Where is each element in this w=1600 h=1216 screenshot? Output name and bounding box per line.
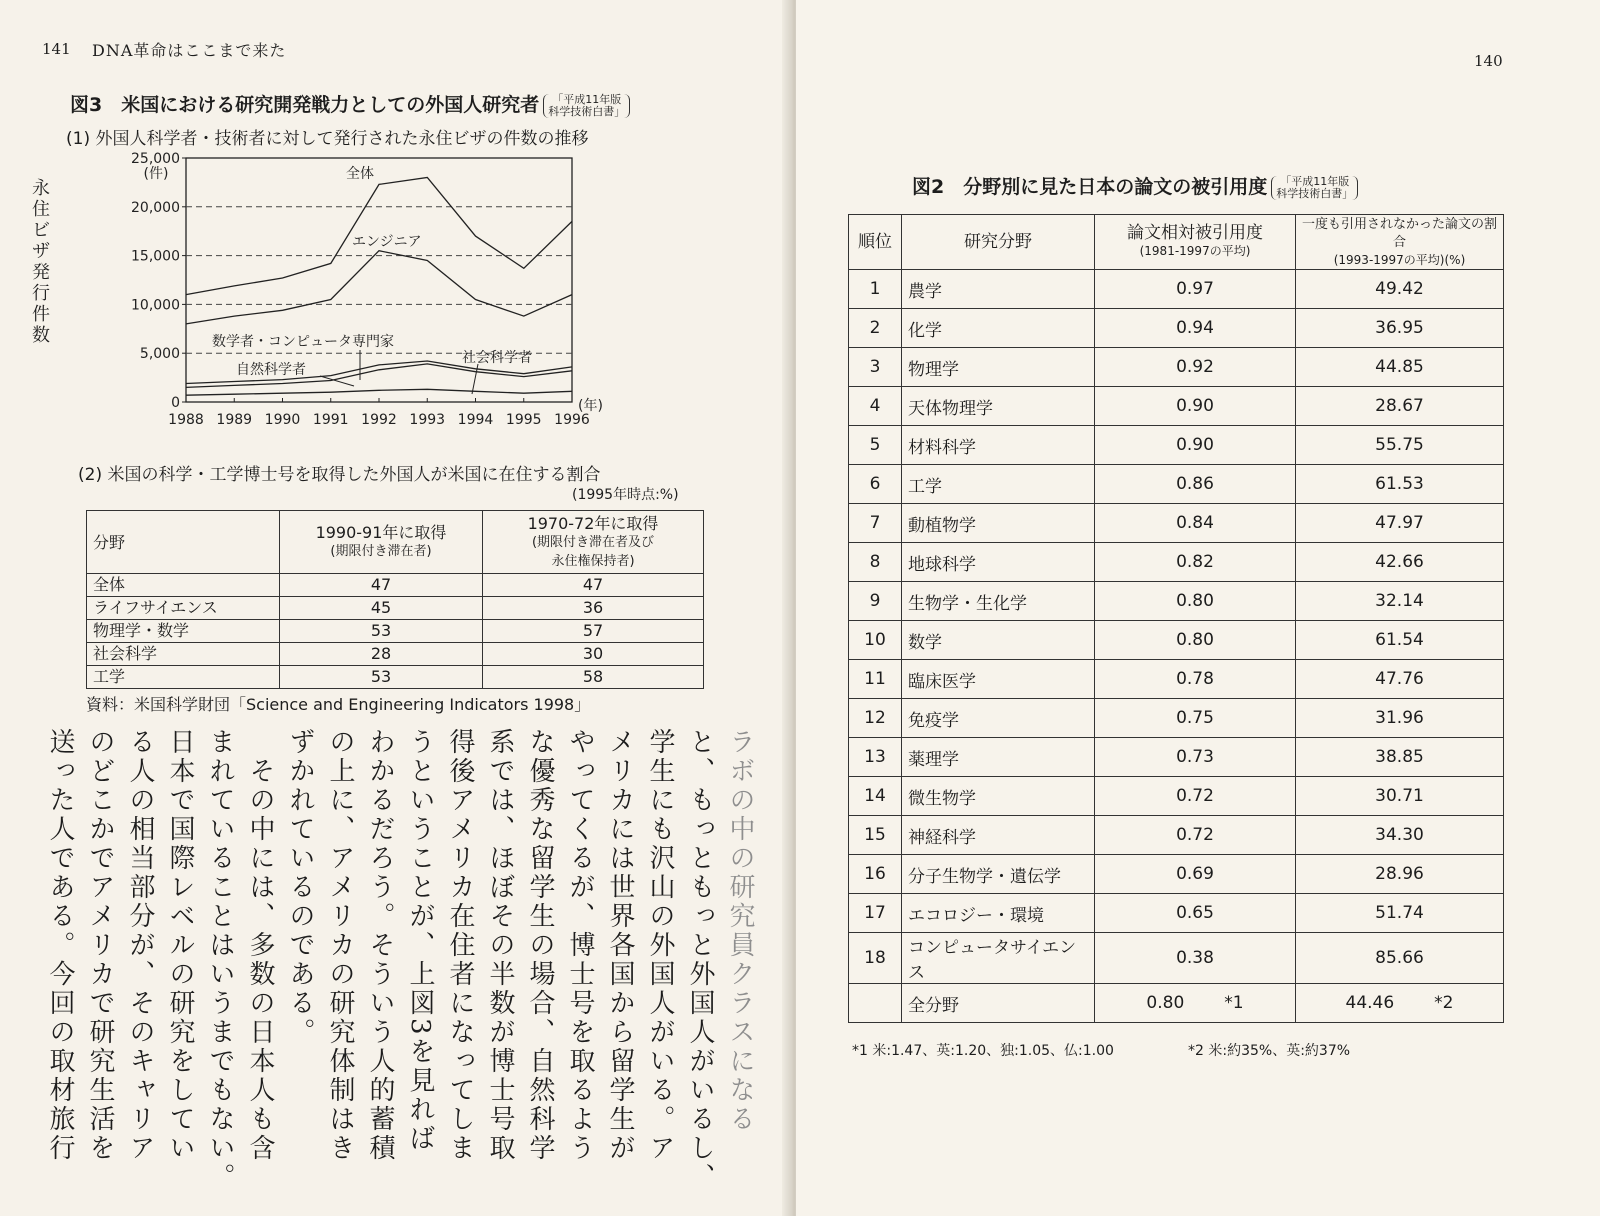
x-tick-label: 1995	[505, 412, 542, 428]
body-text-column: その中には、多数の日本人も含	[245, 728, 275, 1163]
rank-cell: 6	[849, 465, 902, 504]
citation-row	[849, 543, 1504, 582]
figure2-title	[912, 172, 1358, 200]
y-tick-label: 20,000	[131, 199, 180, 216]
figure2-source-note-line2: 科学技術白書」	[1276, 186, 1354, 200]
relative-citation-cell: 0.78	[1095, 660, 1296, 699]
relative-citation-cell: 0.84	[1095, 504, 1296, 543]
body-text-column: まれていることはいうまでもない。	[205, 728, 235, 1192]
relative-citation-cell: 0.80	[1095, 582, 1296, 621]
header-relative-citation	[1095, 215, 1296, 270]
field-cell: 生物学・生化学	[902, 582, 1095, 621]
body-text-column: 系では、ほぼその半数が博士号取	[485, 728, 515, 1163]
citation-row	[849, 855, 1504, 894]
field-cell: 化学	[902, 309, 1095, 348]
x-tick-label: 1992	[361, 412, 397, 428]
never-cited-cell: 31.96	[1296, 699, 1504, 738]
never-cited-cell: 61.54	[1296, 621, 1504, 660]
x-tick-label: 1993	[409, 412, 446, 428]
field-cell: コンピュータサイエンス	[902, 933, 1095, 984]
figure3-title	[70, 90, 630, 118]
body-text	[20, 728, 760, 1208]
relative-citation-cell: 0.69	[1095, 855, 1296, 894]
y-axis-label-char: ザ	[32, 241, 50, 262]
phd-1990-cell: 53	[280, 666, 483, 689]
phd-field-cell: 工学	[87, 666, 280, 689]
citation-row	[849, 309, 1504, 348]
relative-citation-cell: 0.97	[1095, 270, 1296, 309]
y-axis-label-char: ビ	[32, 220, 50, 241]
rank-cell: 11	[849, 660, 902, 699]
visa-line-chart	[60, 150, 660, 450]
rank-cell: 10	[849, 621, 902, 660]
footnote-2: *2 米:約35%、英:約37%	[1188, 1043, 1351, 1059]
rank-cell: 3	[849, 348, 902, 387]
phd-header-field: 分野	[87, 511, 280, 574]
phd-header-1990	[280, 511, 483, 574]
citation-row	[849, 504, 1504, 543]
phd-1970-cell: 30	[483, 643, 704, 666]
body-text-column: やってくるが、博士号を取るよう	[565, 728, 595, 1163]
never-cited-cell: 47.97	[1296, 504, 1504, 543]
left-page	[0, 0, 790, 1216]
citation-row	[849, 894, 1504, 933]
page-number-left: 141	[42, 40, 71, 58]
body-text-column: わかるだろう。そういう人的蓄積	[365, 728, 395, 1163]
citation-row	[849, 270, 1504, 309]
citation-table	[848, 214, 1504, 1023]
total-rank-cell	[849, 984, 902, 1023]
header-rank: 順位	[849, 215, 902, 270]
relative-citation-cell: 0.86	[1095, 465, 1296, 504]
field-cell: エコロジー・環境	[902, 894, 1095, 933]
relative-citation-cell: 0.94	[1095, 309, 1296, 348]
rank-cell: 4	[849, 387, 902, 426]
field-cell: 臨床医学	[902, 660, 1095, 699]
citation-header-row	[849, 215, 1504, 270]
citation-table-body	[849, 270, 1504, 1023]
field-cell: 薬理学	[902, 738, 1095, 777]
x-tick-label: 1989	[216, 412, 253, 428]
header-relative-citation-main: 論文相対被引用度	[1127, 222, 1263, 243]
relative-citation-cell: 0.65	[1095, 894, 1296, 933]
field-cell: 物理学	[902, 348, 1095, 387]
figure2-title-text: 図2 分野別に見た日本の論文の被引用度	[912, 176, 1268, 198]
series-annotation: 全体	[346, 166, 374, 182]
never-cited-cell: 55.75	[1296, 426, 1504, 465]
header-relative-citation-sub: (1981-1997の平均)	[1139, 243, 1251, 258]
rank-cell: 12	[849, 699, 902, 738]
never-cited-cell: 85.66	[1296, 933, 1504, 984]
total-never-cell	[1296, 984, 1504, 1023]
series-annotation: エンジニア	[352, 234, 422, 250]
relative-citation-cell: 0.72	[1095, 777, 1296, 816]
phd-1990-cell: 28	[280, 643, 483, 666]
field-cell: 数学	[902, 621, 1095, 660]
never-cited-cell: 61.53	[1296, 465, 1504, 504]
never-cited-cell: 44.85	[1296, 348, 1504, 387]
body-text-column: ラボの中の研究員クラスになる	[725, 728, 755, 1134]
never-cited-cell: 28.67	[1296, 387, 1504, 426]
citation-row	[849, 933, 1504, 984]
citation-row	[849, 582, 1504, 621]
y-axis-label-char: 発	[32, 262, 50, 283]
y-tick-label: 10,000	[131, 297, 180, 314]
body-text-column: 送った人である。今回の取材旅行	[45, 728, 75, 1163]
x-tick-label: 1996	[554, 412, 590, 428]
total-relative-value: 0.80	[1146, 993, 1185, 1013]
rank-cell: 14	[849, 777, 902, 816]
field-cell: 分子生物学・遺伝学	[902, 855, 1095, 894]
rank-cell: 5	[849, 426, 902, 465]
figure3-subheading-2-note: (1995年時点:%)	[572, 487, 679, 503]
y-axis-label-char: 行	[32, 283, 50, 304]
relative-citation-cell: 0.75	[1095, 699, 1296, 738]
figure3-subheading-1: (1) 外国人科学者・技術者に対して発行された永住ビザの件数の推移	[66, 129, 589, 149]
rank-cell: 1	[849, 270, 902, 309]
body-text-column: と、もっともっと外国人がいるし、	[685, 728, 715, 1192]
x-tick-label: 1991	[312, 412, 349, 428]
phd-field-cell: 社会科学	[87, 643, 280, 666]
field-cell: 微生物学	[902, 777, 1095, 816]
total-never-value: 44.46	[1345, 993, 1395, 1013]
phd-1970-cell: 58	[483, 666, 704, 689]
relative-citation-cell: 0.73	[1095, 738, 1296, 777]
relative-citation-cell: 0.90	[1095, 387, 1296, 426]
running-head: DNA革命はここまで来た	[92, 41, 287, 60]
rank-cell: 13	[849, 738, 902, 777]
never-cited-cell: 51.74	[1296, 894, 1504, 933]
phd-header-1990-line2: (期限付き滞在者)	[330, 544, 432, 559]
field-cell: 地球科学	[902, 543, 1095, 582]
phd-1990-cell: 53	[280, 620, 483, 643]
citation-row	[849, 426, 1504, 465]
header-never-cited-sub: (1993-1997の平均)(%)	[1333, 253, 1466, 267]
x-tick-label: 1994	[457, 412, 494, 428]
phd-table-header-row	[87, 511, 704, 574]
never-cited-cell: 28.96	[1296, 855, 1504, 894]
rank-cell: 8	[849, 543, 902, 582]
citation-row	[849, 816, 1504, 855]
total-relative-cell	[1095, 984, 1296, 1023]
citation-row	[849, 465, 1504, 504]
citation-row	[849, 348, 1504, 387]
figure3-source: 資料：米国科学財団「Science and Engineering Indicators 1998」	[86, 695, 591, 714]
figure3-source-note	[543, 94, 630, 118]
phd-1970-cell: 36	[483, 597, 704, 620]
relative-citation-cell: 0.90	[1095, 426, 1296, 465]
rank-cell: 17	[849, 894, 902, 933]
page-number-right: 140	[1474, 52, 1503, 70]
rank-cell: 18	[849, 933, 902, 984]
total-field-cell: 全分野	[902, 984, 1095, 1023]
phd-table-row	[87, 643, 704, 666]
y-tick-label: 25,000	[131, 151, 180, 167]
phd-1970-cell: 47	[483, 574, 704, 597]
x-tick-label: 1988	[168, 412, 204, 428]
field-cell: 神経科学	[902, 816, 1095, 855]
y-tick-label: 15,000	[131, 248, 180, 265]
citation-row	[849, 738, 1504, 777]
figure3-source-note-line2: 科学技術白書」	[548, 104, 626, 118]
never-cited-cell: 42.66	[1296, 543, 1504, 582]
phd-1970-cell: 57	[483, 620, 704, 643]
body-text-column: 日本で国際レベルの研究をしてい	[165, 728, 195, 1163]
x-unit-label: (年)	[578, 398, 603, 414]
header-never-cited	[1296, 215, 1504, 270]
figure2-source-note	[1271, 176, 1358, 200]
never-cited-cell: 49.42	[1296, 270, 1504, 309]
body-text-column: 得後アメリカ在住者になってしま	[445, 728, 475, 1163]
footnote-mark-2: *2	[1434, 993, 1454, 1013]
phd-table-row	[87, 620, 704, 643]
phd-header-1970-line1: 1970-72年に取得	[527, 513, 659, 533]
never-cited-cell: 32.14	[1296, 582, 1504, 621]
phd-residency-table	[86, 510, 704, 689]
relative-citation-cell: 0.72	[1095, 816, 1296, 855]
figure3-subheading-2: (2) 米国の科学・工学博士号を取得した外国人が米国に在住する割合	[78, 465, 601, 485]
body-text-column: 学生にも沢山の外国人がいる。ア	[645, 728, 675, 1163]
relative-citation-cell: 0.82	[1095, 543, 1296, 582]
phd-header-1990-line1: 1990-91年に取得	[315, 523, 447, 542]
body-text-column: メリカには世界各国から留学生が	[605, 728, 635, 1163]
phd-1990-cell: 45	[280, 597, 483, 620]
x-tick-label: 1990	[264, 412, 301, 428]
never-cited-cell: 30.71	[1296, 777, 1504, 816]
y-axis-label-char: 数	[32, 325, 50, 346]
citation-row	[849, 777, 1504, 816]
y-axis-label-char: 住	[32, 199, 50, 220]
field-cell: 免疫学	[902, 699, 1095, 738]
rank-cell: 15	[849, 816, 902, 855]
figure2-source-note-line1: 「平成11年版	[1280, 174, 1350, 188]
citation-row	[849, 699, 1504, 738]
body-text-column: うということが、上図3を見れば	[405, 728, 435, 1154]
phd-table-row	[87, 597, 704, 620]
phd-field-cell: 全体	[87, 574, 280, 597]
visa-chart-svg	[60, 150, 660, 450]
citation-row	[849, 660, 1504, 699]
citation-row	[849, 621, 1504, 660]
rank-cell: 2	[849, 309, 902, 348]
body-text-column: の上に、アメリカの研究体制はき	[325, 728, 355, 1163]
field-cell: 動植物学	[902, 504, 1095, 543]
field-cell: 工学	[902, 465, 1095, 504]
rank-cell: 7	[849, 504, 902, 543]
phd-table-row	[87, 666, 704, 689]
series-annotation: 社会科学者	[462, 350, 532, 366]
phd-table-body	[87, 574, 704, 689]
phd-1990-cell: 47	[280, 574, 483, 597]
y-axis-label-char: 件	[32, 304, 50, 325]
figure3-title-text: 図3 米国における研究開発戦力としての外国人研究者	[70, 94, 540, 116]
header-field: 研究分野	[902, 215, 1095, 270]
phd-header-1970-line2: (期限付き滞在者及び	[531, 534, 655, 550]
relative-citation-cell: 0.92	[1095, 348, 1296, 387]
field-cell: 農学	[902, 270, 1095, 309]
never-cited-cell: 47.76	[1296, 660, 1504, 699]
rank-cell: 16	[849, 855, 902, 894]
body-text-column: な優秀な留学生の場合、自然科学	[525, 728, 555, 1163]
phd-field-cell: 物理学・数学	[87, 620, 280, 643]
never-cited-cell: 34.30	[1296, 816, 1504, 855]
y-tick-label: 5,000	[139, 346, 180, 363]
never-cited-cell: 38.85	[1296, 738, 1504, 777]
body-text-column: のどこかでアメリカで研究生活を	[85, 728, 115, 1163]
y-tick-label: 0	[171, 395, 180, 411]
phd-header-1970	[483, 511, 704, 574]
rank-cell: 9	[849, 582, 902, 621]
citation-row	[849, 387, 1504, 426]
y-axis-label-char: 永	[32, 178, 50, 199]
relative-citation-cell: 0.38	[1095, 933, 1296, 984]
field-cell: 材料科学	[902, 426, 1095, 465]
phd-header-1970-line3: 永住権保持者)	[551, 553, 635, 569]
body-text-column: ずかれているのである。	[285, 728, 315, 1047]
line-natural-scientist	[186, 389, 572, 395]
never-cited-cell: 36.95	[1296, 309, 1504, 348]
series-annotation: 数学者・コンピュータ専門家	[212, 334, 394, 350]
phd-table-row	[87, 574, 704, 597]
figure3-source-note-line1: 「平成11年版	[552, 92, 622, 106]
footnote-mark-1: *1	[1224, 993, 1244, 1013]
chart-y-axis-label	[30, 178, 52, 346]
relative-citation-cell: 0.80	[1095, 621, 1296, 660]
citation-total-row	[849, 984, 1504, 1023]
y-unit-label: (件)	[143, 166, 169, 182]
phd-field-cell: ライフサイエンス	[87, 597, 280, 620]
field-cell: 天体物理学	[902, 387, 1095, 426]
header-never-cited-main: 一度も引用されなかった論文の割合	[1302, 217, 1498, 250]
body-text-column: る人の相当部分が、そのキャリア	[125, 728, 155, 1163]
footnote-1: *1 米:1.47、英:1.20、独:1.05、仏:1.00	[852, 1043, 1114, 1059]
series-annotation: 自然科学者	[236, 362, 306, 378]
